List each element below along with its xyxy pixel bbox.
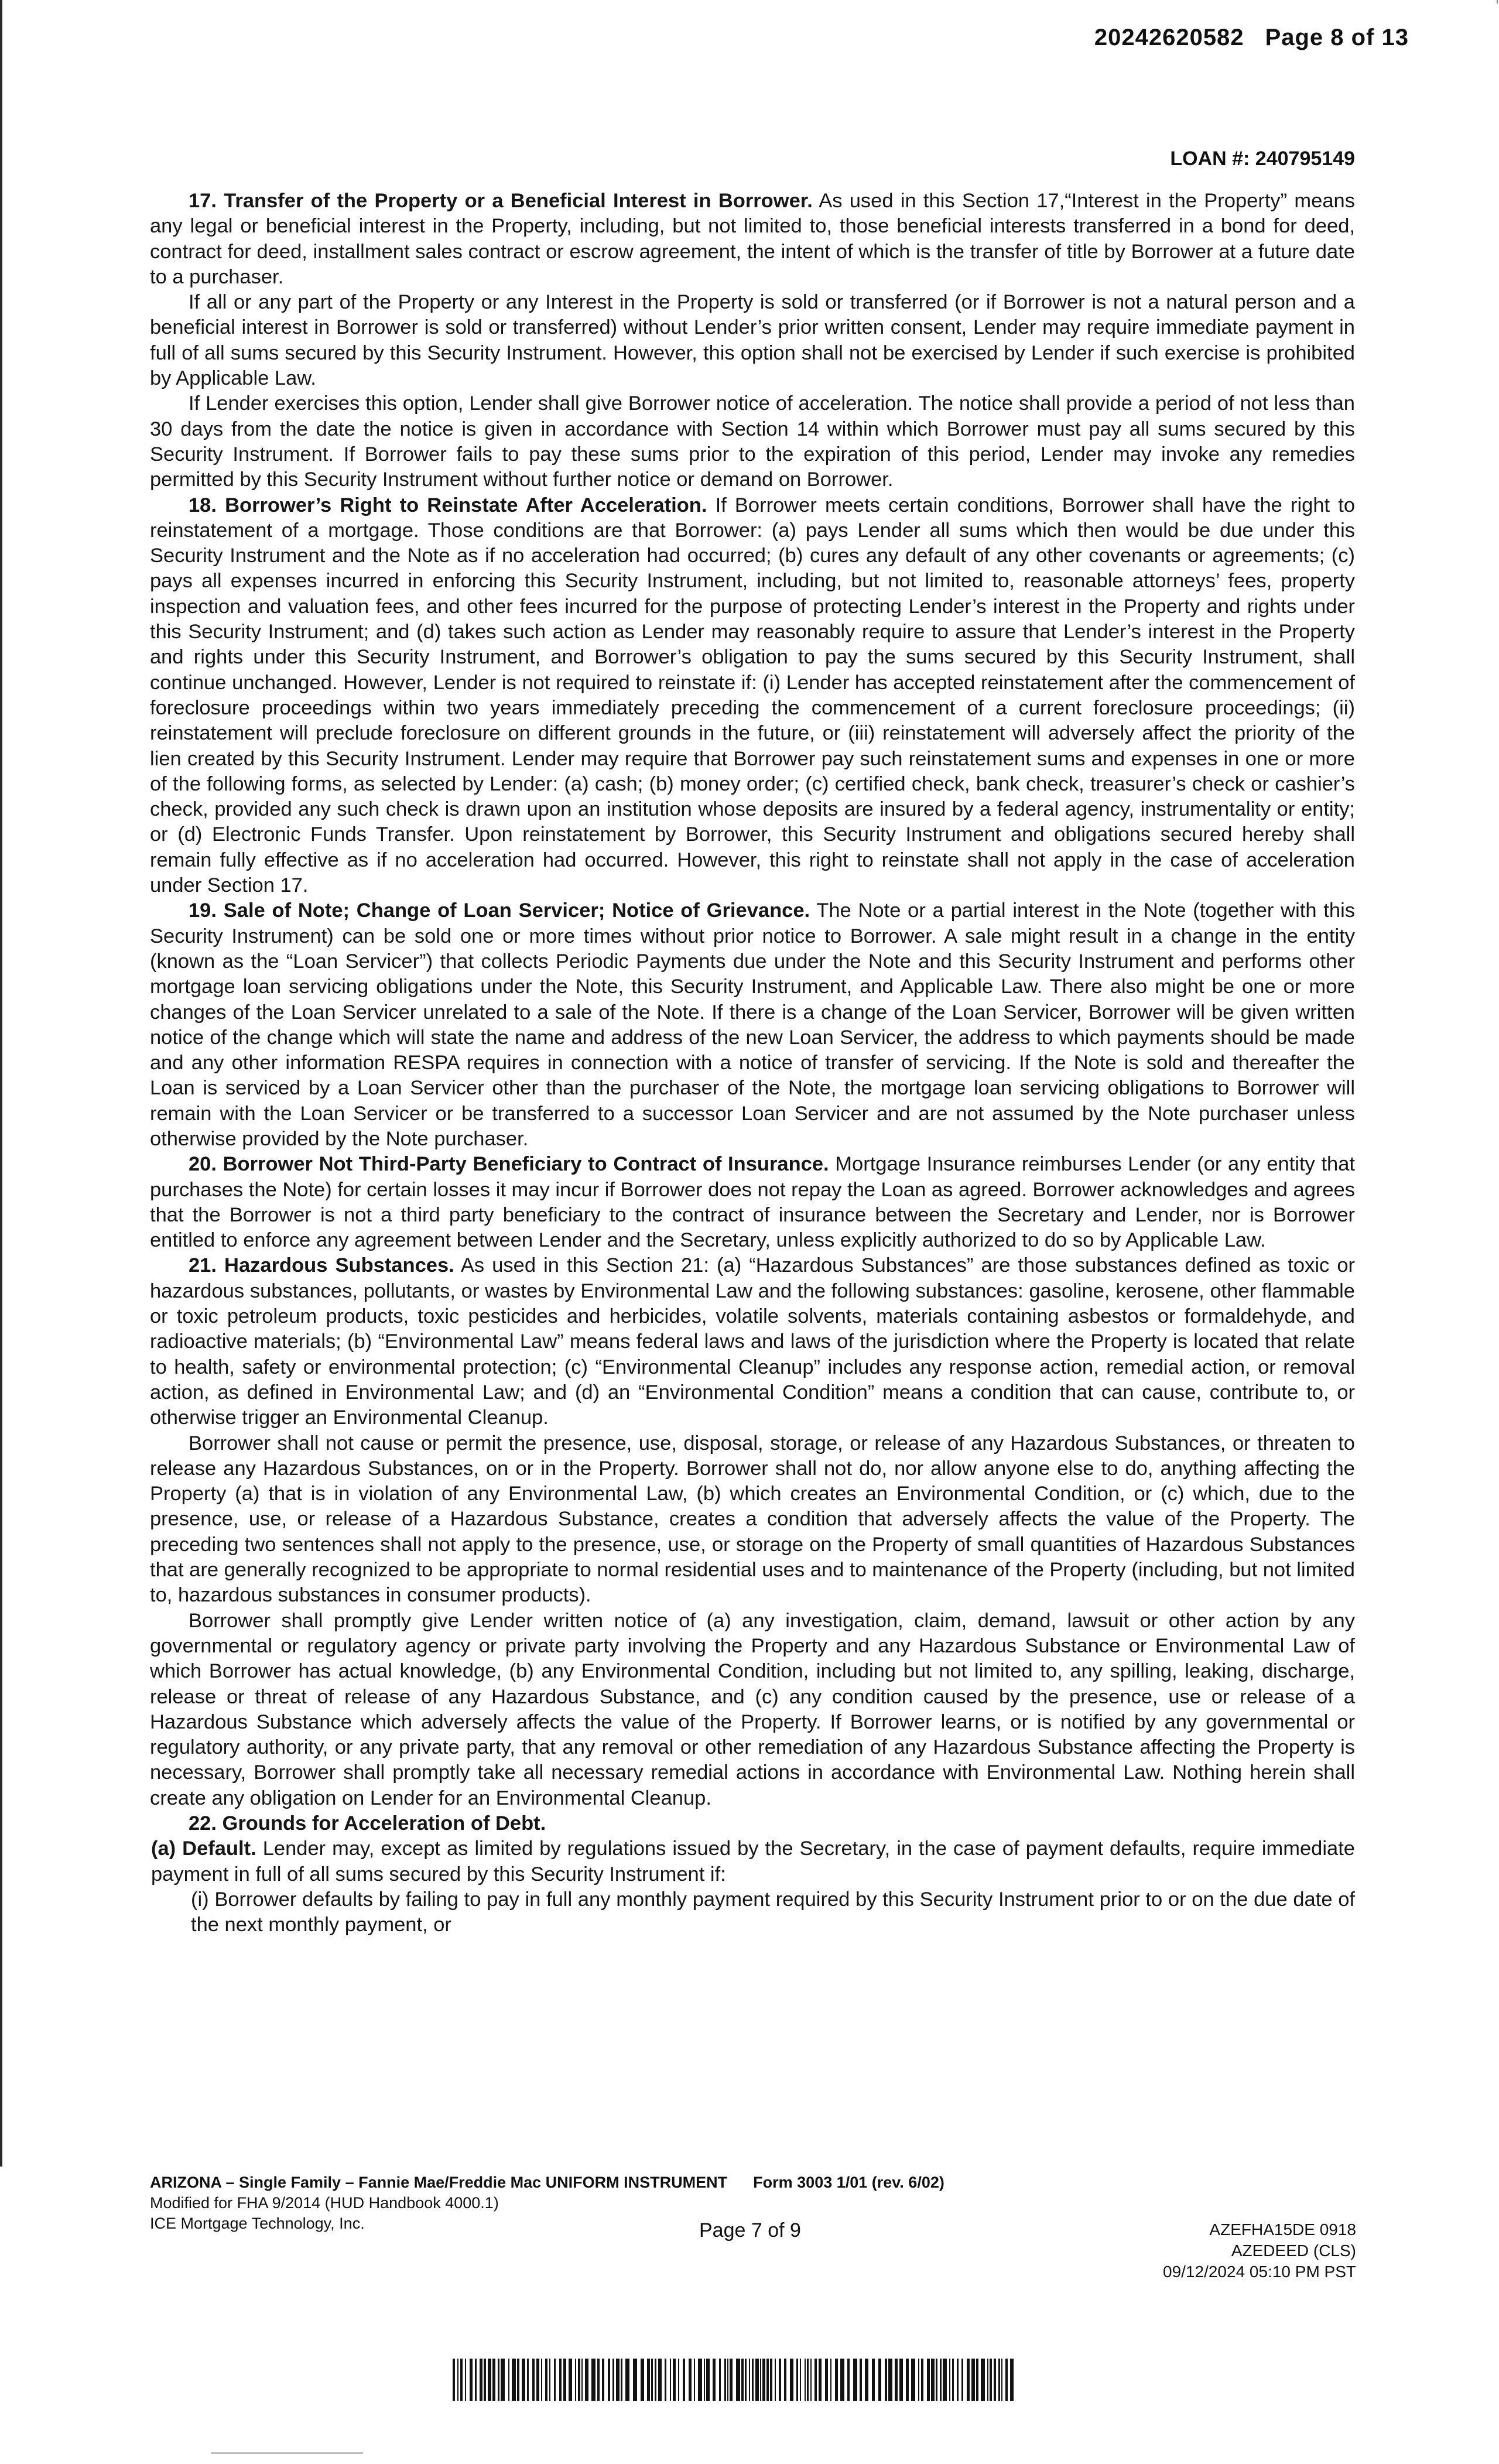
barcode-bar [719, 2359, 721, 2401]
section-heading: (a) Default. [151, 1837, 256, 1860]
section-paragraph [150, 290, 1355, 391]
barcode-bar [885, 2359, 887, 2401]
barcode-bar [470, 2359, 473, 2401]
barcode-bar [931, 2359, 935, 2401]
barcode-bar [810, 2359, 812, 2401]
barcode-bar [578, 2359, 580, 2401]
section-paragraph [150, 1811, 1355, 1836]
barcode-bar [641, 2359, 644, 2401]
section-paragraph [150, 1887, 1355, 1938]
footer-company: ICE Mortgage Technology, Inc. [150, 2215, 365, 2232]
barcode-bar [591, 2359, 596, 2401]
barcode-bar [658, 2359, 662, 2401]
barcode-bar [790, 2359, 793, 2401]
barcode-bar [819, 2359, 822, 2401]
footer-form: Form 3003 1/01 (rev. 6/02) [753, 2174, 944, 2191]
barcode-bar [762, 2359, 765, 2401]
barcode-bar [971, 2359, 975, 2401]
barcode-bar [807, 2359, 809, 2401]
barcode-bar [981, 2359, 985, 2401]
barcode-bar [998, 2359, 1000, 2401]
section-heading: 18. Borrower’s Right to Reinstate After Acceleration. [189, 494, 707, 516]
barcode-bar [940, 2359, 942, 2401]
barcode-bar [527, 2359, 529, 2401]
barcode-bar [766, 2359, 769, 2401]
barcode-bar [987, 2359, 988, 2401]
section-text: As used in this Section 21: (a) “Hazardous Substances” are those substances defined as toxic or hazardous substances, pollutants, or wastes by Environmental Law and the following substances: gasoline, kerosene, other flammable or toxic petroleum products, toxic pesticides and herbicides, volatile solvents, materials containing asbestos or formaldehyde, and radioactive materials; (b) “Environmental Law” means federal laws and laws of the jurisdiction where the Property is located that relate to health, safety or environmental protection; (c) “Environmental Cleanup” includes any response action, remedial action, or removal action, as defined in Environmental Law; and (d) an “Environmental Condition” means a condition that can cause, contribute to, or otherwise trigger an Environmental Cleanup. [150, 1254, 1355, 1429]
barcode-bar [541, 2359, 542, 2401]
barcode-bar [498, 2359, 499, 2401]
barcode-bar [655, 2359, 656, 2401]
barcode-bar [736, 2359, 740, 2401]
left-margin-line [0, 0, 2, 2167]
barcode-bar [779, 2359, 781, 2401]
barcode-bar [760, 2359, 761, 2401]
barcode-bar [581, 2359, 583, 2401]
barcode-bar [670, 2359, 671, 2401]
barcode-bar [775, 2359, 776, 2401]
document-number: 20242620582 [1094, 25, 1244, 50]
barcode-bar [936, 2359, 937, 2401]
barcode-bar [745, 2359, 747, 2401]
section-text: If all or any part of the Property or any Interest in the Property is sold or transferred (or if Borrower is not a natural person and a beneficial interest in Borrower is sold or transferred) without Lender’s prior written consent, Lender may require immediate payment in full of all sums secured by this Security Instrument. However, this option shall not be exercised by Lender if such exercise is prohibited by Applicable Law. [150, 291, 1355, 390]
section-paragraph [150, 1836, 1355, 1887]
section-text: The Note or a partial interest in the Note (together with this Security Instrument) can be sold one or more times without prior notice to Borrower. A sale might result in a change in the entity (known as the “Loan Servicer”) that collects Periodic Payments due under the Note and this Security Instrument and performs other mortgage loan servicing obligations under the Note, this Security Instrument, and Applicable Law. There also might be one or more changes of the Loan Servicer unrelated to a sale of the Note. If there is a change of the Loan Servicer, Borrower will be given written notice of the change which will state the name and address of the new Loan Servicer, the address to which payments should be made and any other information RESPA requires in connection with a notice of transfer of servicing. If the Note is sold and thereafter the Loan is serviced by a Loan Servicer other than the purchaser of the Note, the mortgage loan servicing obligations to Borrower will remain with the Loan Servicer or be transferred to a successor Loan Servicer and are not assumed by the Note purchaser unless otherwise provided by the Note purchaser. [150, 899, 1355, 1150]
footer-code-2: AZEDEED (CLS) [1231, 2241, 1356, 2260]
barcode-bar [1005, 2359, 1008, 2401]
barcode-bar [457, 2359, 458, 2401]
barcode-bar [475, 2359, 477, 2401]
barcode-bar [612, 2359, 614, 2401]
barcode-bar [805, 2359, 806, 2401]
barcode-bar [569, 2359, 572, 2401]
barcode-bar [990, 2359, 992, 2401]
section-text: If Lender exercises this option, Lender shall give Borrower notice of acceleration. The notice shall provide a period of not less than 30 days from the date the notice is given in accordance with Section 14 within which Borrower must pay all sums secured by this Security Instrument. If Borrower fails to pay these sums prior to the expiration of this period, Lender may invoke any remedies permitted by this Security Instrument without further notice or demand on Borrower. [150, 392, 1355, 491]
barcode-bar [559, 2359, 562, 2401]
barcode-bar [501, 2359, 505, 2401]
barcode-bar [597, 2359, 600, 2401]
section-paragraph [150, 898, 1355, 1152]
barcode-bar [727, 2359, 728, 2401]
barcode-bar [673, 2359, 676, 2401]
barcode-bar [899, 2359, 903, 2401]
barcode-bar [872, 2359, 875, 2401]
barcode-bar [911, 2359, 915, 2401]
footer-left [150, 2172, 944, 2234]
section-text: Borrower shall not cause or permit the presence, use, disposal, storage, or release of any Hazardous Substances, or threaten to release any Hazardous Substances, on or in the Property. Borrower shall not do, nor allow anyone else to do, anything affecting the Property (a) that is in violation of any Environmental Law, (b) which creates an Environmental Condition, or (c) which, due to the presence, use, or release of a Hazardous Substance, creates a condition that adversely affects the value of the Property. The preceding two sentences shall not apply to the presence, use, or storage on the Property of small quantities of Hazardous Substances that are generally recognized to be appropriate to normal residential uses and to maintenance of the Property (including, but not limited to, hazardous substances in consumer products). [150, 1432, 1355, 1607]
barcode-bar [621, 2359, 622, 2401]
section-paragraph [150, 189, 1355, 290]
barcode-bar [730, 2359, 733, 2401]
barcode-bar [952, 2359, 954, 2401]
barcode-bar [625, 2359, 629, 2401]
barcode-bar [918, 2359, 919, 2401]
barcode-bar [554, 2359, 556, 2401]
footer-timestamp: 09/12/2024 05:10 PM PST [1163, 2263, 1356, 2281]
barcode-bar [460, 2359, 463, 2401]
barcode-bar [549, 2359, 550, 2401]
document-body [150, 189, 1355, 1938]
page-label: Page 8 of 13 [1265, 25, 1409, 50]
section-paragraph [150, 1609, 1355, 1811]
barcode-bar [517, 2359, 519, 2401]
barcode-bar [575, 2359, 576, 2401]
footer-instrument: – Single Family – Fannie Mae/Freddie Mac UNIFORM INSTRUMENT [221, 2174, 728, 2191]
barcode-bar [512, 2359, 516, 2401]
barcode-bar [835, 2359, 838, 2401]
barcode-bar [508, 2359, 509, 2401]
barcode-bar [689, 2359, 692, 2401]
barcode-bar [976, 2359, 978, 2401]
section-text: Borrower shall promptly give Lender written notice of (a) any investigation, claim, demand, lawsuit or other action by any governmental or regulatory agency or private party involving the Property and any Hazardous Substance or Environmental Law of which Borrower has actual knowledge, (b) any Environmental Condition, including but not limited to, any spilling, leaking, discharge, release or threat of release of any Hazardous Substance, and (c) any condition caused by the presence, use or release of a Hazardous Substance which adversely affects the value of the Property. If Borrower learns, or is notified by any governmental or regulatory authority, or any private party, that any removal or other remediation of any Hazardous Substance affecting the Property is necessary, Borrower shall promptly take all necessary remedial actions in accordance with Environmental Law. Nothing herein shall create any obligation on Lender for an Environmental Cleanup. [150, 1609, 1355, 1809]
barcode-bar [678, 2359, 679, 2401]
barcode-bar [840, 2359, 844, 2401]
section-heading: 21. Hazardous Substances. [189, 1254, 454, 1277]
barcode-bar [830, 2359, 831, 2401]
section-text: (i) Borrower defaults by failing to pay in full any monthly payment required by this Security Instrument prior to or on the due date of the next monthly payment, or [191, 1888, 1355, 1936]
footer-page-number: Page 7 of 9 [699, 2219, 801, 2241]
section-text: Mortgage Insurance reimburses Lender (or any entity that purchases the Note) for certain losses it may incur if Borrower does not repay the Loan as agreed. Borrower acknowledges and agrees that the Borrower is not a third party beneficiary to the contract of insurance between the Secretary and Lender, nor is Borrower entitled to enforce any agreement between Lender and the Secretary, unless explicitly authorized to do so by Applicable Law. [150, 1153, 1355, 1252]
barcode-bar [608, 2359, 610, 2401]
barcode-bar [488, 2359, 491, 2401]
barcode-bar [927, 2359, 930, 2401]
scan-edge-mark [211, 2452, 363, 2454]
barcode-bar [651, 2359, 653, 2401]
section-heading: 22. Grounds for Acceleration of Debt. [189, 1812, 546, 1835]
barcode-bar [633, 2359, 637, 2401]
loan-number: LOAN #: 240795149 [1170, 148, 1355, 170]
barcode-bar [749, 2359, 750, 2401]
barcode-bar [895, 2359, 898, 2401]
barcode-bar [921, 2359, 923, 2401]
section-paragraph [150, 1253, 1355, 1431]
barcode-bar [770, 2359, 772, 2401]
section-paragraph [150, 1152, 1355, 1253]
barcode-bar [784, 2359, 786, 2401]
footer-modified: Modified for FHA 9/2014 (HUD Handbook 4000.1) [150, 2194, 499, 2212]
section-heading: 17. Transfer of the Property or a Beneficial Interest in Borrower. [189, 190, 813, 212]
barcode-bar [961, 2359, 963, 2401]
footer-right [1163, 2219, 1356, 2282]
barcode-bar [847, 2359, 850, 2401]
section-text: Lender may, except as limited by regulations issued by the Secretary, in the case of payment defaults, require immediate payment in full of all sums secured by this Security Instrument if: [151, 1837, 1355, 1885]
section-heading: 19. Sale of Note; Change of Loan Servicer; Notice of Grievance. [189, 899, 810, 922]
recording-header [1094, 25, 1409, 51]
barcode-bar [814, 2359, 817, 2401]
barcode-bar [706, 2359, 710, 2401]
barcode-bar [865, 2359, 868, 2401]
barcode-bar [741, 2359, 744, 2401]
barcode-bar [1001, 2359, 1002, 2401]
barcode-bar [994, 2359, 996, 2401]
barcode-bar [825, 2359, 828, 2401]
section-text: As used in this Section 17,“Interest in the Property” means any legal or beneficial interest in the Property, including, but not limited to, those beneficial interests transferred in a bond for deed, contract for deed, installment sales contract or escrow agreement, the intent of which is the transfer of title by Borrower at a future date to a purchaser. [150, 190, 1355, 288]
barcode-bar [1010, 2359, 1014, 2401]
barcode-bar [563, 2359, 566, 2401]
barcode-bar [616, 2359, 620, 2401]
barcode-bar [683, 2359, 685, 2401]
barcode-bar [800, 2359, 801, 2401]
barcode-bar [796, 2359, 798, 2401]
barcode-bar [967, 2359, 970, 2401]
barcode-bar [532, 2359, 535, 2401]
corner-tick [1497, 0, 1498, 4]
section-paragraph [150, 493, 1355, 899]
footer-state: ARIZONA [150, 2174, 221, 2191]
barcode-bar [602, 2359, 604, 2401]
barcode-bar [888, 2359, 892, 2401]
barcode-bar [957, 2359, 959, 2401]
barcode-bar [465, 2359, 466, 2401]
section-heading: 20. Borrower Not Third-Party Beneficiary to Contract of Insurance. [189, 1153, 829, 1176]
barcode-bar [585, 2359, 588, 2401]
barcode-icon [453, 2359, 1014, 2401]
footer-instrument-line [150, 2172, 944, 2193]
section-paragraph [150, 1431, 1355, 1609]
barcode-bar [453, 2359, 455, 2401]
barcode-bar [906, 2359, 909, 2401]
section-paragraph [150, 391, 1355, 492]
barcode-bar [860, 2359, 862, 2401]
barcode-bar [853, 2359, 857, 2401]
barcode-bar [755, 2359, 759, 2401]
barcode-bar [484, 2359, 486, 2401]
barcode-bar [647, 2359, 650, 2401]
barcode-bar [943, 2359, 947, 2401]
barcode-bar [724, 2359, 726, 2401]
barcode-bar [949, 2359, 950, 2401]
barcode-bar [694, 2359, 695, 2401]
barcode-bar [536, 2359, 539, 2401]
barcode-bar [878, 2359, 881, 2401]
barcode-bar [698, 2359, 702, 2401]
barcode-bar [545, 2359, 547, 2401]
barcode-bar [480, 2359, 482, 2401]
section-text: If Borrower meets certain conditions, Borrower shall have the right to reinstatement of a mortgage. Those conditions are that Borrower: (a) pays Lender all sums which then would be due under this Security Instrument and the Note as if no acceleration had occurred; (b) cures any default of any other covenants or agreements; (c) pays all expenses incurred in enforcing this Security Instrument, including, but not limited to, reasonable attorneys’ fees, property inspection and valuation fees, and other fees incurred for the purpose of protecting Lender’s interest in the Property and rights under this Security Instrument; and (d) takes such action as Lender may reasonably require to assure that Lender’s interest in the Property and rights under this Security Instrument, and Borrower’s obligation to pay the sums secured by this Security Instrument, shall continue unchanged. However, Lender is not required to reinstate if: (i) Lender has accepted reinstatement after the commencement of foreclosure proceedings within two years immediately preceding the commencement of a current foreclosure proceedings; (ii) reinstatement will preclude foreclosure on different grounds in the future, or (iii) reinstatement will adversely affect the priority of the lien created by this Security Instrument. Lender may require that Borrower pay such reinstatement sums and expenses in one or more of the following forms, as selected by Lender: (a) cash; (b) money order; (c) certified check, bank check, treasurer’s check or cashier’s check, provided any such check is drawn upon an institution whose deposits are insured by a federal agency, instrumentality or entity; or (d) Electronic Funds Transfer. Upon reinstatement by Borrower, this Security Instrument and obligations secured hereby shall remain fully effective as if no acceleration had occurred. However, this right to reinstate shall not apply in the case of acceleration under Section 17. [150, 494, 1356, 897]
footer-code-1: AZEFHA15DE 0918 [1209, 2220, 1356, 2239]
barcode-bar [704, 2359, 705, 2401]
barcode-bar [522, 2359, 525, 2401]
barcode-bar [713, 2359, 716, 2401]
barcode-bar [492, 2359, 495, 2401]
barcode-bar [665, 2359, 666, 2401]
barcode-bar [752, 2359, 754, 2401]
